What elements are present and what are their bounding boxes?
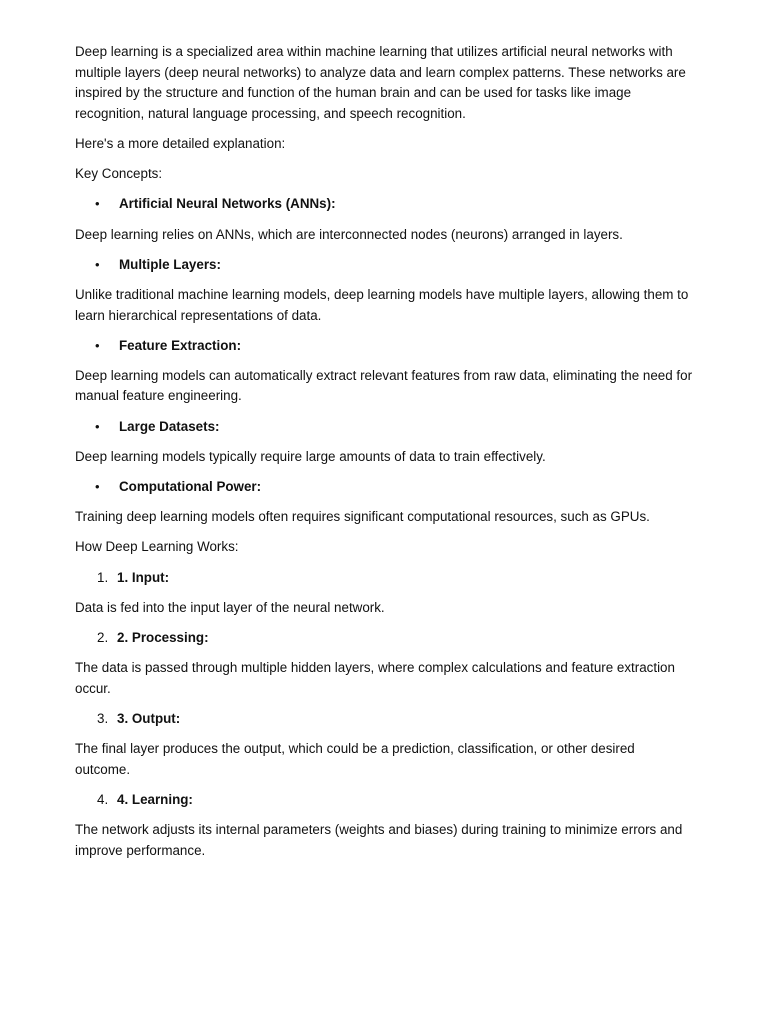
bullet-description: Training deep learning models often requires significant computational resources, such as GPUs. xyxy=(75,509,650,525)
how-it-works-heading: How Deep Learning Works: xyxy=(75,539,239,555)
bullet-item-anns xyxy=(75,194,693,215)
step-item-input xyxy=(75,568,693,589)
step-number: 1. xyxy=(97,569,109,585)
bullet-title: Artificial Neural Networks (ANNs): xyxy=(119,196,336,212)
step-number: 3. xyxy=(97,710,109,726)
bullet-title: Multiple Layers: xyxy=(119,256,221,272)
step-item-output xyxy=(75,709,693,730)
step-item-processing xyxy=(75,628,693,649)
step-number: 2. xyxy=(97,629,109,645)
bullet-item-feature-extraction xyxy=(75,336,693,357)
bullet-description: Deep learning relies on ANNs, which are interconnected nodes (neurons) arranged in layers. xyxy=(75,226,623,242)
bullet-title: Feature Extraction: xyxy=(119,337,242,353)
step-description: The final layer produces the output, which could be a prediction, classification, or other desired outcome. xyxy=(75,741,635,777)
step-description: The data is passed through multiple hidden layers, where complex calculations and feature extraction occur. xyxy=(75,660,675,696)
bullet-description: Deep learning models can automatically extract relevant features from raw data, eliminating the need for manual feature engineering. xyxy=(75,367,693,404)
bullet-description: Deep learning models typically require large amounts of data to train effectively. xyxy=(75,448,546,464)
bullet-item-computational-power xyxy=(75,477,693,498)
bullet-item-multiple-layers xyxy=(75,255,693,276)
step-title: 1. Input: xyxy=(117,569,170,585)
step-description: Data is fed into the input layer of the neural network. xyxy=(75,599,385,615)
bullet-title: Large Datasets: xyxy=(119,418,220,434)
key-concepts-heading: Key Concepts: xyxy=(75,166,163,182)
step-item-learning xyxy=(75,790,693,811)
explanation-lead: Here's a more detailed explanation: xyxy=(75,135,286,151)
bullet-description: Unlike traditional machine learning models, deep learning models have multiple layers, allowing them to learn hierarchical representations of data. xyxy=(75,286,689,323)
bullet-marker: • xyxy=(95,337,100,353)
bullet-marker: • xyxy=(95,256,100,272)
bullet-marker: • xyxy=(95,418,100,434)
step-title: 2. Processing: xyxy=(117,629,209,645)
step-description: The network adjusts its internal parameters (weights and biases) during training to minimize errors and improve performance. xyxy=(75,822,683,858)
bullet-title: Computational Power: xyxy=(119,479,262,495)
intro-paragraph: Deep learning is a specialized area within machine learning that utilizes artificial neural networks with multiple layers (deep neural networks) to analyze data and learn complex patterns. These networks are inspired by the structure and function of the human brain and can be used for tasks like image recognition, natural language processing, and speech recognition. xyxy=(75,44,686,121)
bullet-marker: • xyxy=(95,479,100,495)
step-title: 4. Learning: xyxy=(117,791,193,807)
step-title: 3. Output: xyxy=(117,710,181,726)
bullet-marker: • xyxy=(95,196,100,212)
step-number: 4. xyxy=(97,791,109,807)
bullet-item-large-datasets xyxy=(75,417,693,438)
